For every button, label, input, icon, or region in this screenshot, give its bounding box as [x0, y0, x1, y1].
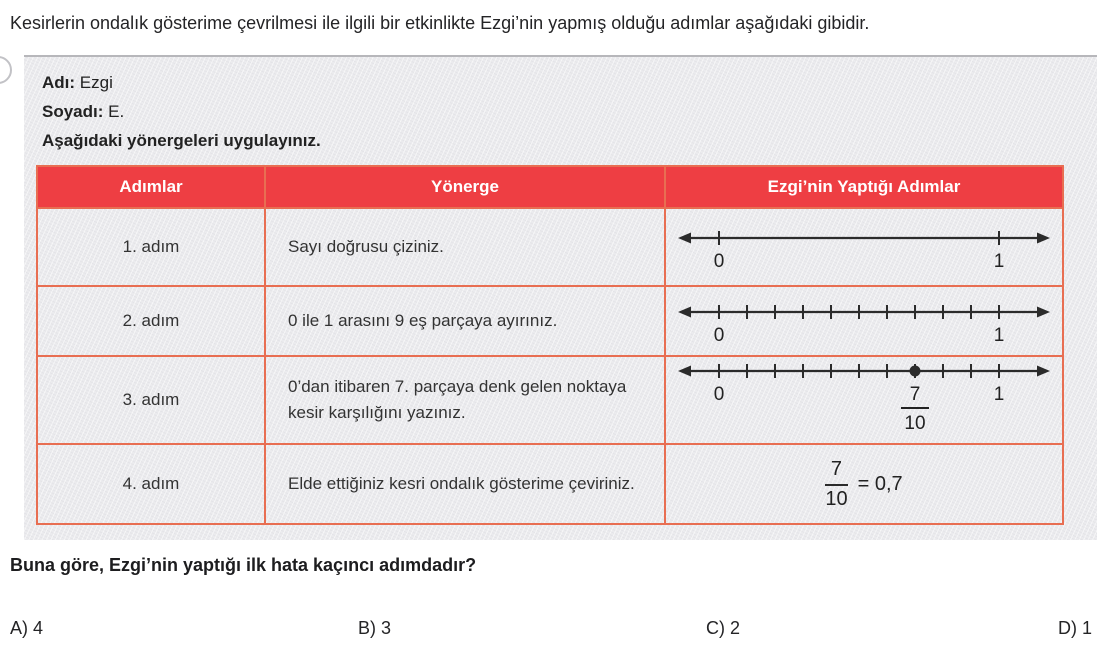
answer-option-d[interactable]: D) 1 [1058, 618, 1093, 638]
table-header-steps: Adımlar [38, 167, 266, 209]
fraction-equation [825, 458, 902, 511]
steps-table [36, 165, 1064, 525]
table-row-directive: 0’dan itibaren 7. parçaya denk gelen noktaya kesir karşılığını yazınız. [266, 357, 666, 445]
table-row-directive: Elde ettiğiniz kesri ondalık gösterime çeviriniz. [266, 445, 666, 523]
name-line [42, 68, 321, 97]
number-line-diagram-with-point [674, 357, 1054, 443]
table-row-result [666, 287, 1062, 357]
table-row-step-label: 1. adım [38, 209, 266, 287]
svg-text:7: 7 [909, 384, 921, 405]
worksheet-instruction: Aşağıdaki yönergeleri uygulayınız. [42, 131, 321, 150]
surname-line [42, 97, 321, 126]
table-header-directive: Yönerge [266, 167, 666, 209]
question-intro-text: Kesirlerin ondalık gösterime çevrilmesi ile ilgili bir etkinlikte Ezgi’nin yapmış olduğu adımlar aşağıdaki gibidir. [10, 13, 870, 33]
answer-option-a[interactable]: A) 4 [10, 618, 44, 638]
answer-option-b[interactable]: B) 3 [358, 618, 392, 638]
table-row-result [666, 445, 1062, 523]
fraction-denominator: 10 [825, 487, 848, 510]
table-row-step-label: 2. adım [38, 287, 266, 357]
fraction-numerator: 7 [825, 458, 847, 486]
svg-text:1: 1 [993, 325, 1005, 346]
svg-text:1: 1 [993, 384, 1005, 405]
svg-text:1: 1 [993, 251, 1005, 272]
table-row-step-label: 3. adım [38, 357, 266, 445]
surname-label: Soyadı: [42, 102, 104, 121]
table-row-directive: 0 ile 1 arasını 9 eş parçaya ayırınız. [266, 287, 666, 357]
svg-text:0: 0 [713, 325, 725, 346]
worksheet-panel [24, 55, 1097, 540]
table-row-result [666, 209, 1062, 287]
answer-option-c[interactable]: C) 2 [706, 618, 741, 638]
question-text: Buna göre, Ezgi’nin yaptığı ilk hata kaçıncı adımdadır? [10, 555, 477, 575]
svg-text:0: 0 [713, 251, 725, 272]
number-line-diagram [674, 293, 1054, 349]
svg-text:10: 10 [904, 413, 926, 434]
name-label: Adı: [42, 73, 76, 92]
table-header-ezgi-actions: Ezgi’nin Yaptığı Adımlar [666, 167, 1062, 209]
student-info [42, 68, 321, 155]
number-line-diagram [674, 219, 1054, 275]
fraction [825, 458, 847, 511]
surname-value: E. [108, 102, 125, 121]
table-row-result [666, 357, 1062, 445]
equation-result: = 0,7 [857, 472, 903, 495]
svg-text:0: 0 [713, 384, 725, 405]
question-number-circle-fragment [0, 56, 12, 84]
table-row-directive: Sayı doğrusu çiziniz. [266, 209, 666, 287]
table-row-step-label: 4. adım [38, 445, 266, 523]
name-value: Ezgi [79, 73, 113, 92]
